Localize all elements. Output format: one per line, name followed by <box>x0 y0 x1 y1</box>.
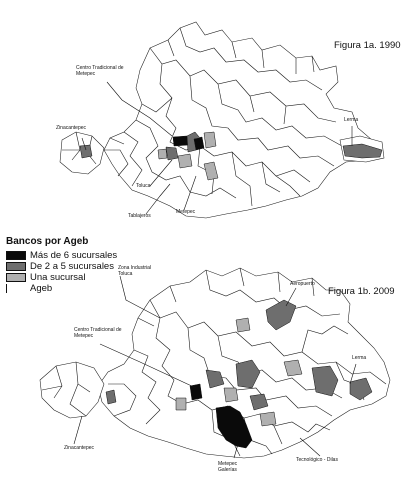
map-1990-ageb-more-than-6 <box>173 136 188 146</box>
label-zona-industrial-2009: Zona Industrial Toluca <box>118 265 152 277</box>
legend-swatch-light-gray <box>6 273 26 282</box>
figure-1b-label: Figura 1b. 2009 <box>328 286 395 297</box>
map-2009-ageb-one-c <box>176 398 186 410</box>
label-lerma-1990: Lerma <box>344 117 359 123</box>
legend-label: Ageb <box>30 283 53 294</box>
map-2009-zinacantepec-area <box>40 362 104 418</box>
map-1990 <box>60 22 384 218</box>
map-1990-ageb-one-d <box>158 149 167 159</box>
legend-label: Una sucursal <box>30 272 86 283</box>
map-2009-ageb-one <box>224 388 238 402</box>
legend-label: De 2 a 5 sucursales <box>30 261 114 272</box>
map-2009-ageb-one-d <box>260 412 276 426</box>
map-1990-ageb-one <box>204 132 216 148</box>
map-2009-ageb-one-e <box>236 318 250 332</box>
legend-swatch-dark-gray <box>6 262 26 271</box>
map-2009-ageb-2-to-5-g <box>106 390 116 404</box>
label-centro-2009: Centro Tradicional de Metepec <box>74 327 122 339</box>
label-aeropuerto-2009: Aeropuerto <box>290 281 315 287</box>
label-lerma-2009: Lerma <box>352 355 367 361</box>
figure-1a-label: Figura 1a. 1990 <box>334 40 401 51</box>
map-1990-ageb-2-to-5-d <box>80 145 92 158</box>
label-metepec-2009: Metepec Galerías <box>218 461 238 473</box>
label-toluca-1990: Toluca <box>136 183 151 189</box>
label-centro-1990: Centro Tradicional de Metepec <box>76 65 124 77</box>
legend-title: Bancos por Ageb <box>6 236 89 247</box>
label-tablajeros-1990: Tablajeros <box>128 213 151 219</box>
legend-swatch-white <box>6 284 26 293</box>
legend-label: Más de 6 sucursales <box>30 250 118 261</box>
label-zinacantepec-1990: Zinacantepec <box>56 125 87 131</box>
label-metepec-1990: Metepec <box>176 209 196 215</box>
map-2009-ageb-more-than-6-b <box>190 384 202 400</box>
map-1990-ageb-2-to-5-b <box>166 147 178 160</box>
legend-swatch-black <box>6 251 26 260</box>
label-tecnologico-2009: Tecnológico - Dilas <box>296 457 338 463</box>
label-zinacantepec-2009: Zinacantepec <box>64 445 95 451</box>
map-1990-ageb-one-b <box>178 154 192 168</box>
